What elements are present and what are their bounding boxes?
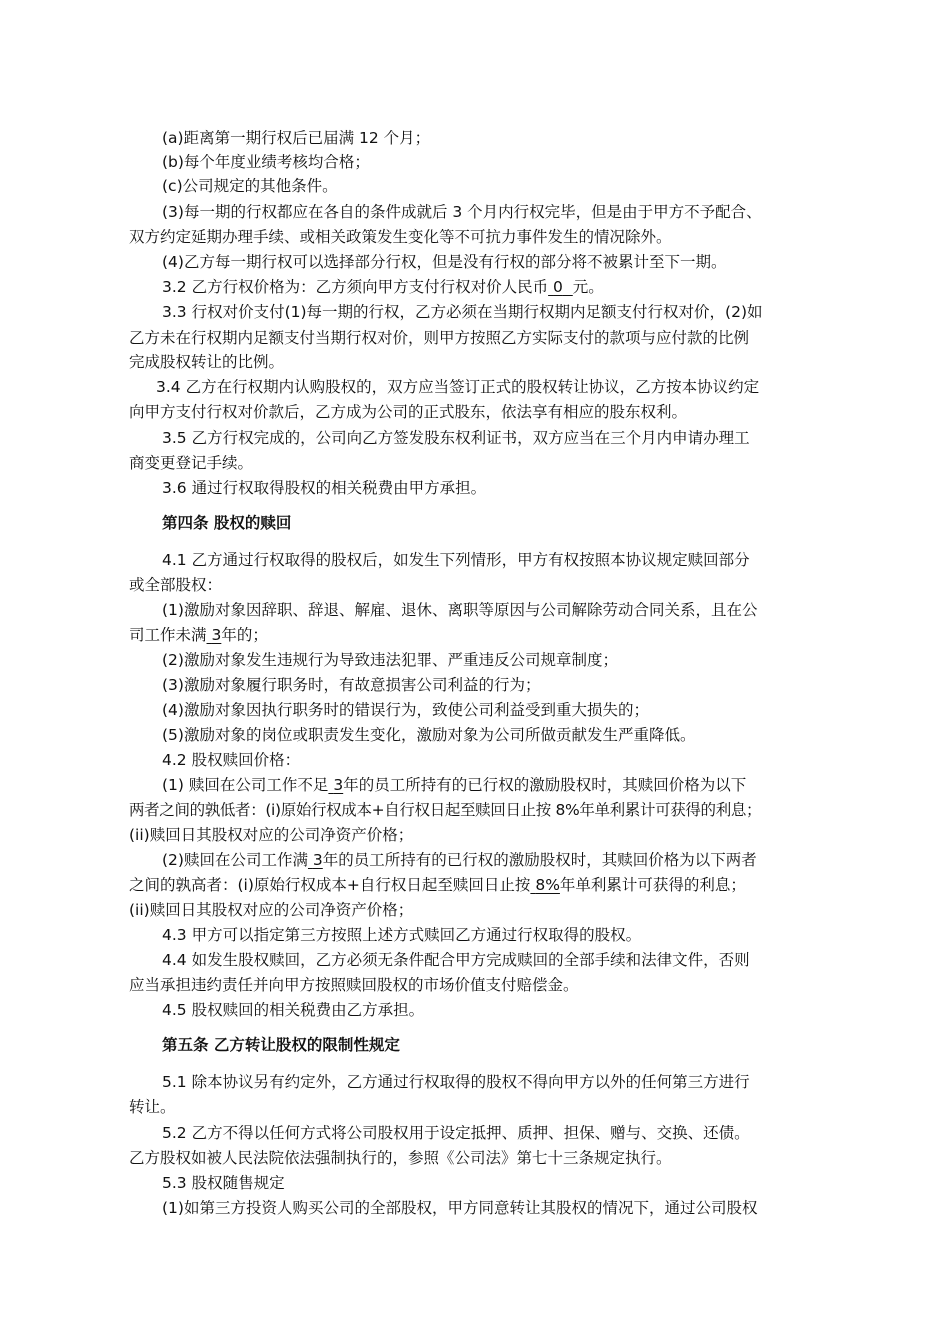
text-line: (4)激励对象因执行职务时的错误行为，致使公司利益受到重大损失的； (162, 701, 649, 719)
text-line: (4)乙方每一期行权可以选择部分行权，但是没有行权的部分将不被累计至下一期。 (162, 253, 727, 271)
section-heading: 第四条 股权的赎回 (162, 514, 292, 532)
text-line: 5.1 除本协议另有约定外，乙方通过行权取得的股权不得向甲方以外的任何第三方进行 (162, 1073, 750, 1091)
text-line: 5.3 股权随售规定 (162, 1174, 285, 1192)
text-line: 或全部股权： (129, 576, 223, 594)
text-line (162, 848, 757, 872)
text-line: (a)距离第一期行权后已届满 12 个月； (162, 129, 431, 147)
text-segment: 司工作未满 (129, 626, 207, 644)
text-segment: 之间的孰高者：(i)原始行权成本+自行权日起至赎回日止按 (129, 876, 531, 894)
text-line: 乙方股权如被人民法院依法强制执行的，参照《公司法》第七十三条规定执行。 (129, 1149, 672, 1167)
text-line: 5.2 乙方不得以任何方式将公司股权用于设定抵押、质押、担保、赠与、交换、还债。 (162, 1124, 750, 1142)
text-line: (3)每一期的行权都应在各自的条件成就后 3 个月内行权完毕，但是由于甲方不予配合、 (162, 203, 762, 221)
text-segment: 年的员工所持有的已行权的激励股权时，其赎回价格为以下两者 (322, 851, 757, 869)
text-segment: 年的； (221, 626, 268, 644)
text-line: (5)激励对象的岗位或职责发生变化，激励对象为公司所做贡献发生严重降低。 (162, 726, 696, 744)
years-value: 3 (312, 851, 323, 869)
text-line: 3.5 乙方行权完成的，公司向乙方签发股东权利证书，双方应当在三个月内申请办理工 (162, 429, 750, 447)
text-line: 两者之间的孰低者：(i)原始行权成本+自行权日起至赎回日止按 8%年单利累计可获得的利息； (129, 801, 762, 819)
text-line: 4.2 股权赎回价格： (162, 751, 301, 769)
text-line (162, 773, 746, 797)
text-line: 应当承担违约责任并向甲方按照赎回股权的市场价值支付赔偿金。 (129, 976, 579, 994)
text-line: 转让。 (129, 1098, 176, 1116)
text-line: (1)如第三方投资人购买公司的全部股权，甲方同意转让其股权的情况下，通过公司股权 (162, 1199, 758, 1217)
text-segment: (2)赎回在公司工作满 (162, 851, 308, 869)
text-line: 商变更登记手续。 (129, 454, 254, 472)
text-line: 4.5 股权赎回的相关税费由乙方承担。 (162, 1001, 425, 1019)
text-line: 4.3 甲方可以指定第三方按照上述方式赎回乙方通过行权取得的股权。 (162, 926, 642, 944)
text-line: (ii)赎回日其股权对应的公司净资产价格； (129, 826, 414, 844)
text-line: 4.4 如发生股权赎回，乙方必须无条件配合甲方完成赎回的全部手续和法律文件，否则 (162, 951, 750, 969)
text-line: (1)激励对象因辞职、辞退、解雇、退休、离职等原因与公司解除劳动合同关系，且在公 (162, 601, 758, 619)
text-segment: (1) 赎回在公司工作不足 (162, 776, 329, 794)
section-heading: 第五条 乙方转让股权的限制性规定 (162, 1036, 400, 1054)
text-line: 双方约定延期办理手续、或相关政策发生变化等不可抗力事件发生的情况除外。 (129, 228, 672, 246)
text-line (129, 623, 268, 647)
text-line: 3.4 乙方在行权期内认购股权的，双方应当签订正式的股权转让协议，乙方按本协议约定 (156, 378, 760, 396)
text-line: (c)公司规定的其他条件。 (162, 177, 338, 195)
text-line (162, 275, 604, 299)
years-value: 3 (333, 776, 344, 794)
text-line: (ii)赎回日其股权对应的公司净资产价格； (129, 901, 414, 919)
text-segment: 年单利累计可获得的利息； (559, 876, 746, 894)
text-line: (2)激励对象发生违规行为导致违法犯罪、严重违反公司规章制度； (162, 651, 618, 669)
text-line: (b)每个年度业绩考核均合格； (162, 153, 370, 171)
amount-value: 0 (553, 278, 563, 296)
text-segment: 年的员工所持有的已行权的激励股权时，其赎回价格为以下 (343, 776, 747, 794)
text-line: 向甲方支付行权对价款后，乙方成为公司的正式股东，依法享有相应的股东权利。 (129, 403, 688, 421)
years-value: 3 (211, 626, 222, 644)
text-line: 3.3 行权对价支付(1)每一期的行权，乙方必须在当期行权期内足额支付行权对价，(2)如 (162, 303, 763, 321)
text-segment: 3.2 乙方行权价格为：乙方须向甲方支付行权对价人民币 (162, 278, 549, 296)
text-line (129, 873, 746, 897)
rate-value: 8% (535, 876, 560, 894)
text-line: 3.6 通过行权取得股权的相关税费由甲方承担。 (162, 479, 487, 497)
text-line: 完成股权转让的比例。 (129, 353, 285, 371)
text-line: 乙方未在行权期内足额支付当期行权对价，则甲方按照乙方实际支付的款项与应付款的比例 (129, 329, 750, 347)
text-line: (3)激励对象履行职务时，有故意损害公司利益的行为； (162, 676, 541, 694)
text-segment: 元。 (572, 278, 604, 296)
text-line: 4.1 乙方通过行权取得的股权后，如发生下列情形，甲方有权按照本协议规定赎回部分 (162, 551, 750, 569)
